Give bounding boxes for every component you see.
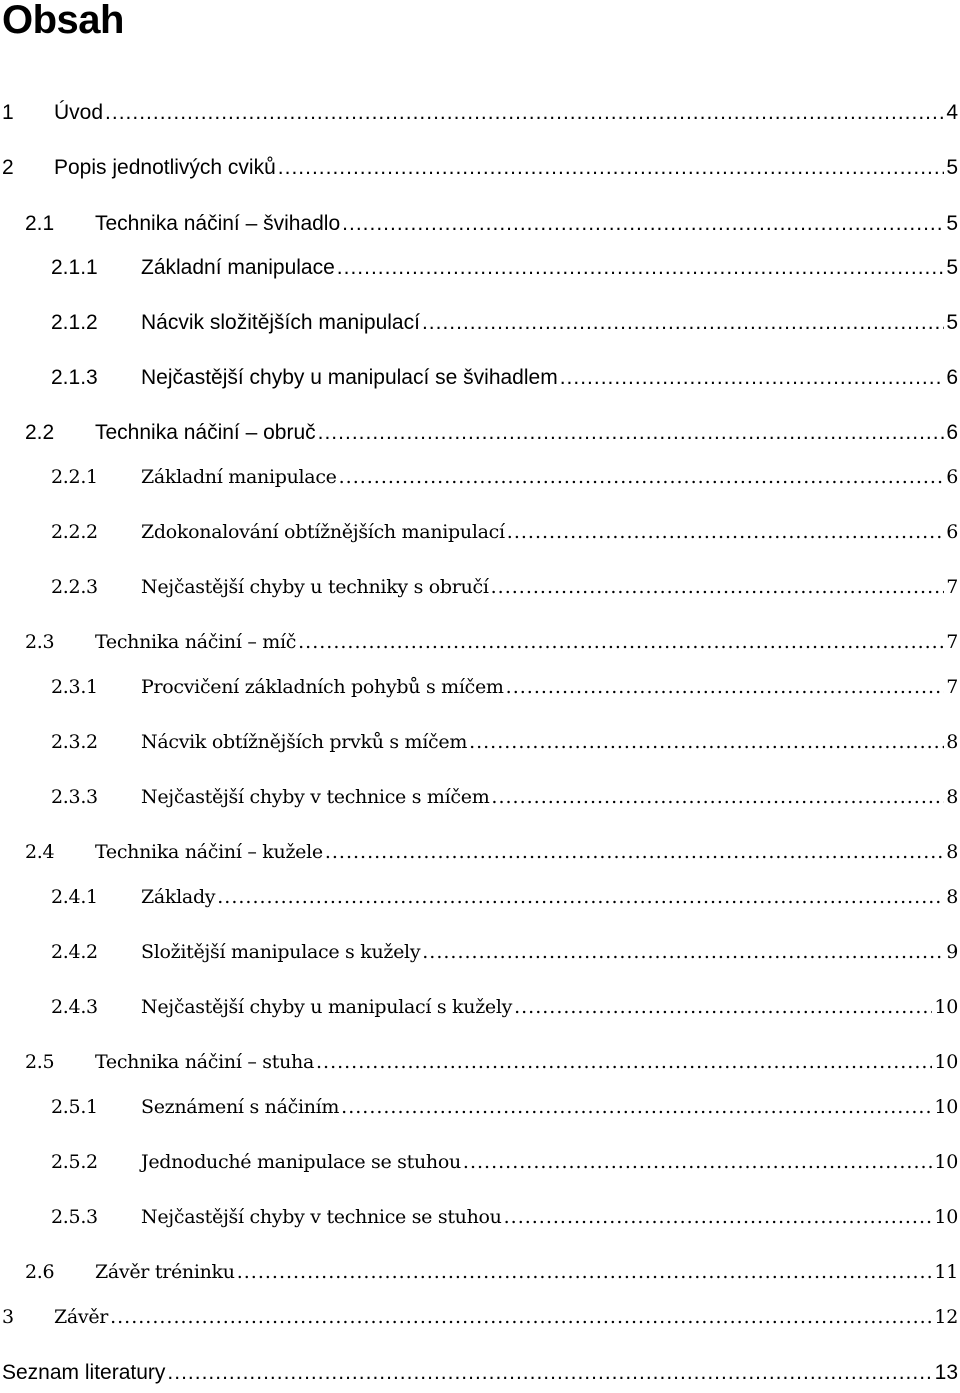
toc-entry-number: 2.3.3 — [51, 786, 98, 808]
toc-entry-page: 10 — [934, 1151, 958, 1173]
toc-entry[interactable] — [2, 1361, 958, 1391]
toc-entry-number: 2.2 — [25, 421, 55, 444]
toc-entry-number: 2.4.1 — [51, 886, 98, 908]
toc-entry-number: 2.5.3 — [51, 1206, 98, 1228]
toc-entry[interactable] — [51, 941, 958, 971]
toc-dot-leader — [278, 156, 945, 180]
toc-entry-title: Nácvik obtížnějších prvků s míčem — [141, 731, 468, 753]
toc-dot-leader — [316, 1051, 932, 1073]
toc-dot-leader — [422, 311, 944, 335]
toc-entry-title: Základní manipulace — [141, 256, 335, 279]
toc-entry-page: 6 — [946, 521, 958, 543]
toc-entry-page: 5 — [946, 156, 958, 179]
toc-dot-leader — [217, 886, 944, 908]
toc-entry-page: 8 — [946, 786, 958, 808]
toc-entry[interactable] — [51, 256, 958, 286]
toc-entry-number: 2.2.1 — [51, 466, 98, 488]
toc-entry-title: Nejčastější chyby u techniky s obručí — [141, 576, 489, 598]
toc-entry[interactable] — [51, 366, 958, 396]
toc-entry-title: Nejčastější chyby v technice s míčem — [141, 786, 490, 808]
toc-entry-page: 10 — [934, 1051, 958, 1073]
toc-entry-title: Úvod — [54, 101, 104, 124]
toc-entry-page: 10 — [934, 996, 958, 1018]
toc-entry-title: Nejčastější chyby u manipulací s kužely — [141, 996, 513, 1018]
toc-entry-number: 2.3 — [25, 631, 55, 653]
toc-entry-title: Seznam literatury — [2, 1361, 166, 1384]
toc-entry-title: Nácvik složitějších manipulací — [141, 311, 420, 334]
toc-dot-leader — [318, 421, 945, 445]
toc-entry-page: 6 — [946, 366, 958, 389]
toc-entry[interactable] — [25, 1261, 958, 1291]
toc-entry-page: 7 — [946, 676, 958, 698]
toc-dot-leader — [506, 676, 945, 698]
toc-entry-title: Složitější manipulace s kužely — [141, 941, 421, 963]
toc-entry-title: Technika náčiní – kužele — [95, 841, 323, 863]
toc-entry-title: Závěr — [54, 1306, 109, 1328]
toc-entry-number: 2.5.1 — [51, 1096, 98, 1118]
toc-entry-number: 2.5.2 — [51, 1151, 98, 1173]
toc-entry-title: Seznámení s náčiním — [141, 1096, 340, 1118]
toc-entry[interactable] — [51, 731, 958, 761]
toc-entry-number: 2.2.3 — [51, 576, 98, 598]
toc-dot-leader — [514, 996, 932, 1018]
toc-entry[interactable] — [25, 421, 958, 451]
toc-dot-leader — [491, 576, 945, 598]
toc-entry-title: Jednoduché manipulace se stuhou — [141, 1151, 461, 1173]
toc-entry-title: Technika náčiní – švihadlo — [95, 212, 341, 235]
toc-dot-leader — [337, 256, 945, 280]
toc-entry-title: Technika náčiní – stuha — [95, 1051, 314, 1073]
toc-entry-number: 2.5 — [25, 1051, 55, 1073]
toc-entry-title: Základy — [141, 886, 216, 908]
toc-dot-leader — [341, 1096, 932, 1118]
toc-entry-title: Nejčastější chyby u manipulací se švihadlem — [141, 366, 558, 389]
toc-entry[interactable] — [51, 1096, 958, 1126]
toc-entry[interactable] — [51, 786, 958, 816]
toc-dot-leader — [463, 1151, 933, 1173]
toc-entry-title: Technika náčiní – obruč — [95, 421, 316, 444]
toc-entry-title: Závěr tréninku — [95, 1261, 235, 1283]
toc-entry-number: 2 — [2, 156, 14, 179]
toc-entry-title: Technika náčiní – míč — [95, 631, 297, 653]
toc-entry-page: 10 — [934, 1096, 958, 1118]
toc-entry-number: 2.2.2 — [51, 521, 98, 543]
toc-entry-title: Základní manipulace — [141, 466, 337, 488]
toc-entry-number: 3 — [2, 1306, 14, 1328]
toc-dot-leader — [105, 101, 944, 125]
toc-entry[interactable] — [2, 101, 958, 131]
toc-entry-page: 8 — [946, 886, 958, 908]
toc-entry-page: 8 — [946, 731, 958, 753]
toc-entry-page: 13 — [934, 1361, 958, 1384]
toc-entry-number: 2.3.2 — [51, 731, 98, 753]
toc-entry-title: Nejčastější chyby v technice se stuhou — [141, 1206, 502, 1228]
toc-entry-number: 2.1 — [25, 212, 55, 235]
toc-entry-page: 7 — [946, 576, 958, 598]
toc-entry-number: 2.4.3 — [51, 996, 98, 1018]
toc-entry[interactable] — [51, 1206, 958, 1236]
toc-entry-page: 11 — [934, 1261, 958, 1283]
toc-entry-number: 2.3.1 — [51, 676, 98, 698]
toc-entry-number: 1 — [2, 101, 14, 124]
toc-dot-leader — [298, 631, 944, 653]
toc-entry-number: 2.1.1 — [51, 256, 98, 279]
toc-entry[interactable] — [25, 841, 958, 871]
toc-entry-page: 8 — [946, 841, 958, 863]
page-title: Obsah — [2, 0, 124, 42]
toc-dot-leader — [560, 366, 945, 390]
toc-entry[interactable] — [51, 466, 958, 496]
toc-entry-number: 2.4 — [25, 841, 55, 863]
toc-entry[interactable] — [2, 1306, 958, 1336]
toc-entry-page: 5 — [946, 311, 958, 334]
toc-entry-page: 4 — [946, 101, 958, 124]
toc-dot-leader — [422, 941, 944, 963]
toc-dot-leader — [339, 466, 945, 488]
toc-entry[interactable] — [51, 996, 958, 1026]
toc-entry[interactable] — [25, 1051, 958, 1081]
toc-entry-number: 2.4.2 — [51, 941, 98, 963]
toc-entry[interactable] — [51, 576, 958, 606]
toc-dot-leader — [507, 521, 944, 543]
toc-entry[interactable] — [51, 676, 958, 706]
toc-dot-leader — [325, 841, 944, 863]
toc-entry-title: Zdokonalování obtížnějších manipulací — [141, 521, 505, 543]
toc-entry-page: 5 — [946, 256, 958, 279]
toc-dot-leader — [342, 212, 944, 236]
toc-entry[interactable] — [25, 212, 958, 242]
toc-entry-page: 9 — [946, 941, 958, 963]
toc-entry-page: 10 — [934, 1206, 958, 1228]
toc-entry[interactable] — [2, 156, 958, 186]
toc-dot-leader — [504, 1206, 933, 1228]
toc-dot-leader — [167, 1361, 932, 1385]
toc-entry-page: 6 — [946, 421, 958, 444]
toc-entry-number: 2.6 — [25, 1261, 55, 1283]
toc-entry[interactable] — [51, 1151, 958, 1181]
toc-entry-page: 6 — [946, 466, 958, 488]
toc-entry-title: Popis jednotlivých cviků — [54, 156, 276, 179]
toc-entry-page: 7 — [946, 631, 958, 653]
toc-entry[interactable] — [25, 631, 958, 661]
toc-entry-page: 5 — [946, 212, 958, 235]
toc-dot-leader — [491, 786, 944, 808]
toc-entry-page: 12 — [934, 1306, 958, 1328]
toc-dot-leader — [237, 1261, 933, 1283]
toc-entry-title: Procvičení základních pohybů s míčem — [141, 676, 504, 698]
toc-entry-number: 2.1.3 — [51, 366, 98, 389]
toc-dot-leader — [469, 731, 944, 753]
toc-dot-leader — [110, 1306, 932, 1328]
toc-entry[interactable] — [51, 311, 958, 341]
toc-entry[interactable] — [51, 521, 958, 551]
toc-entry-number: 2.1.2 — [51, 311, 98, 334]
toc-entry[interactable] — [51, 886, 958, 916]
